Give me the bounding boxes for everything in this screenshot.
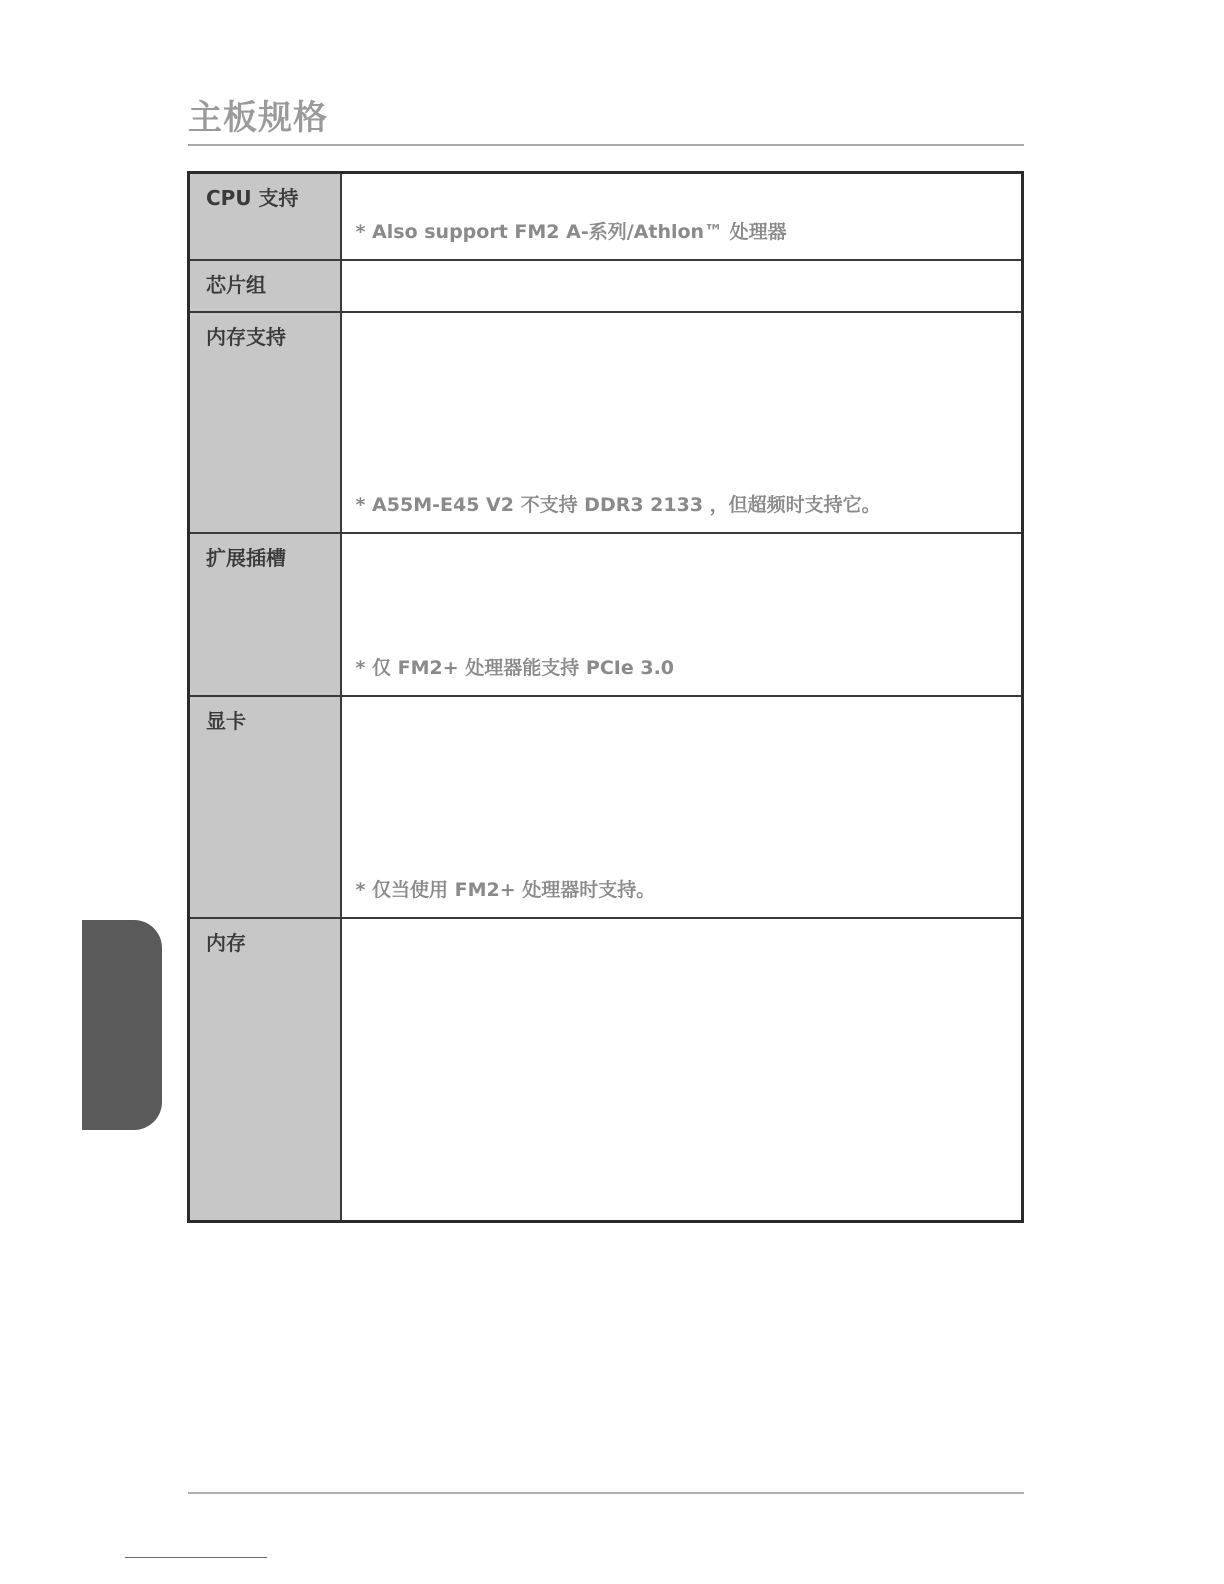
spec-row-cpu [189,173,1023,260]
spec-note-cpu: * Also support FM2 A-系列/Athlon™ 处理器 [355,220,787,243]
spec-row-memory [189,918,1023,1222]
footer-divider [188,1492,1024,1494]
spec-label-cell [189,260,341,312]
spec-label-cpu: CPU 支持 [206,186,299,210]
spec-note-graphics: * 仅当使用 FM2+ 处理器时支持。 [355,878,656,901]
footer-link-underline [125,1557,267,1558]
spec-row-expansion-slots [189,533,1023,696]
spec-row-graphics [189,696,1023,918]
title-divider [188,144,1024,146]
spec-value-cell [341,312,1023,533]
spec-label-chipset: 芯片组 [206,272,266,297]
spec-note-memory-support: * A55M-E45 V2 不支持 DDR3 2133 ，但超频时支持它。 [355,493,881,516]
spec-value-cell [341,260,1023,312]
page-title: 主板规格 [188,98,328,138]
spec-label-expansion-slots: 扩展插槽 [206,545,286,570]
spec-row-chipset [189,260,1023,312]
spec-label-cell [189,173,341,260]
spec-value-cell [341,173,1023,260]
spec-label-memory-support: 内存支持 [206,324,286,349]
spec-row-memory-support [189,312,1023,533]
spec-label-cell [189,312,341,533]
spec-value-cell [341,696,1023,918]
spec-note-expansion-slots: * 仅 FM2+ 处理器能支持 PCIe 3.0 [355,656,675,679]
spec-table [187,171,1024,1223]
spec-label-cell [189,918,341,1222]
spec-label-cell [189,696,341,918]
chapter-side-tab [82,920,162,1130]
spec-label-cell [189,533,341,696]
spec-label-memory: 内存 [206,930,246,955]
spec-label-graphics: 显卡 [206,708,246,733]
spec-value-cell [341,533,1023,696]
spec-value-cell [341,918,1023,1222]
